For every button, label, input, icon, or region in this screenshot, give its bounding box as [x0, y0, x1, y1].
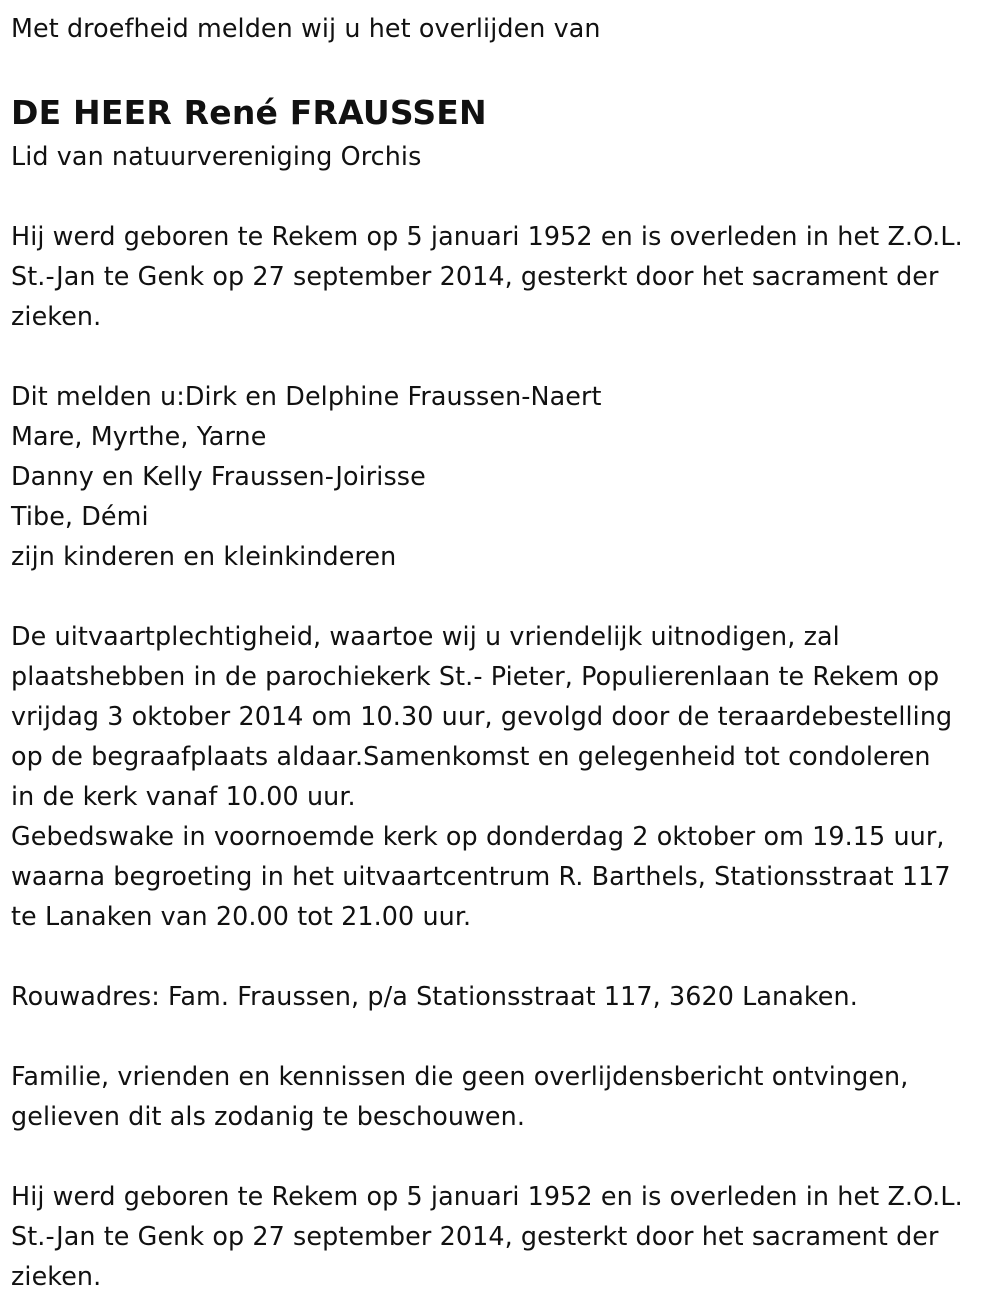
birth-death-paragraph-repeat — [11, 1176, 990, 1296]
spacer — [11, 1136, 990, 1176]
family-line: Dit melden u:Dirk en Delphine Fraussen-Naert — [11, 381, 602, 411]
notice-line: gelieven dit als zodanig te beschouwen. — [11, 1101, 526, 1131]
deceased-name-title: DE HEER René FRAUSSEN — [11, 93, 487, 132]
ceremony-line: Gebedswake in voornoemde kerk op donderdag 2 oktober om 19.15 uur, — [11, 821, 945, 851]
spacer — [11, 936, 990, 976]
paragraph-line: zieken. — [11, 1261, 102, 1291]
notice-paragraph — [11, 1056, 990, 1136]
ceremony-line: waarna begroeting in het uitvaartcentrum R. Barthels, Stationsstraat 117 — [11, 861, 951, 891]
membership-subtitle: Lid van natuurvereniging Orchis — [11, 141, 422, 171]
paragraph-line: St.-Jan te Genk op 27 september 2014, gesterkt door het sacrament der — [11, 1221, 939, 1251]
paragraph-line: Hij werd geboren te Rekem op 5 januari 1952 en is overleden in het Z.O.L. — [11, 1181, 963, 1211]
ceremony-paragraph — [11, 616, 990, 936]
intro-text: Met droefheid melden wij u het overlijden van — [11, 13, 601, 43]
family-line: Tibe, Démi — [11, 501, 149, 531]
ceremony-line: De uitvaartplechtigheid, waartoe wij u vriendelijk uitnodigen, zal — [11, 621, 840, 651]
ceremony-line: in de kerk vanaf 10.00 uur. — [11, 781, 356, 811]
mourning-address: Rouwadres: Fam. Fraussen, p/a Stationsstraat 117, 3620 Lanaken. — [11, 981, 858, 1011]
paragraph-line: St.-Jan te Genk op 27 september 2014, gesterkt door het sacrament der — [11, 261, 939, 291]
paragraph-line: Hij werd geboren te Rekem op 5 januari 1952 en is overleden in het Z.O.L. — [11, 221, 963, 251]
ceremony-line: plaatshebben in de parochiekerk St.- Pieter, Populierenlaan te Rekem op — [11, 661, 940, 691]
spacer — [11, 336, 990, 376]
spacer — [11, 576, 990, 616]
notice-line: Familie, vrienden en kennissen die geen overlijdensbericht ontvingen, — [11, 1061, 909, 1091]
family-paragraph — [11, 376, 990, 576]
paragraph-line: zieken. — [11, 301, 102, 331]
spacer — [11, 1016, 990, 1056]
family-line: Danny en Kelly Fraussen-Joirisse — [11, 461, 426, 491]
family-line: Mare, Myrthe, Yarne — [11, 421, 267, 451]
ceremony-line: te Lanaken van 20.00 tot 21.00 uur. — [11, 901, 472, 931]
ceremony-line: vrijdag 3 oktober 2014 om 10.30 uur, gevolgd door de teraardebestelling — [11, 701, 953, 731]
family-line: zijn kinderen en kleinkinderen — [11, 541, 397, 571]
spacer — [11, 176, 990, 216]
birth-death-paragraph — [11, 216, 990, 336]
ceremony-line: op de begraafplaats aldaar.Samenkomst en gelegenheid tot condoleren — [11, 741, 931, 771]
